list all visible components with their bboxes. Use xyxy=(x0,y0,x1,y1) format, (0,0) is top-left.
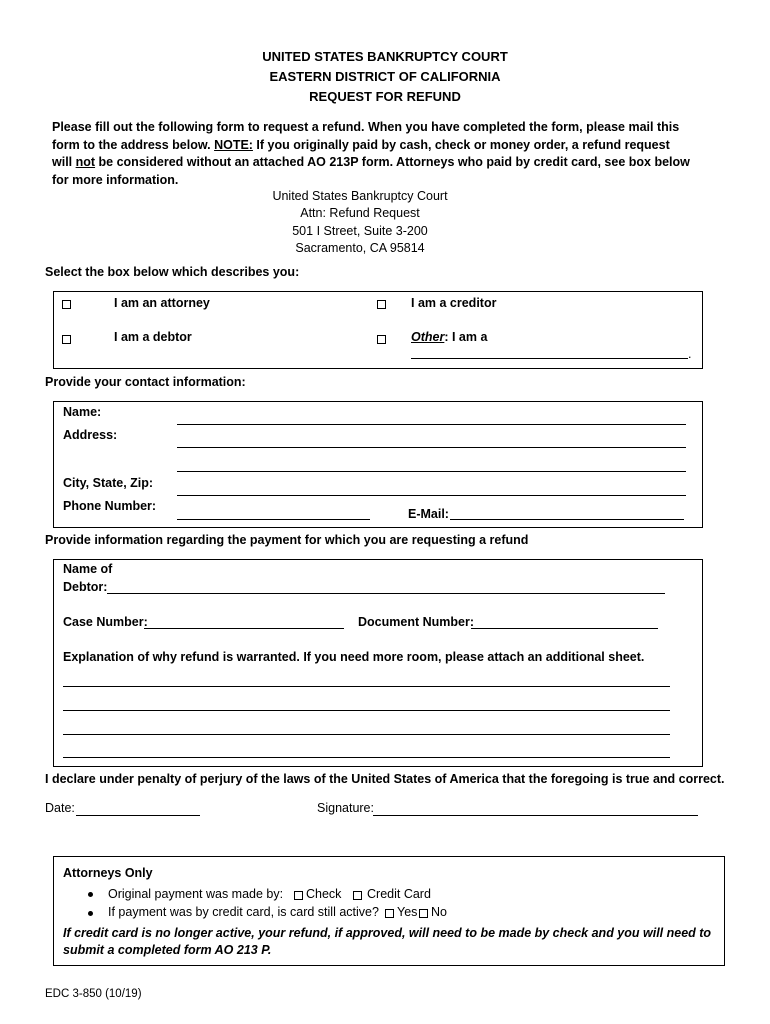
document-number-label: Document Number: xyxy=(358,615,474,629)
attorney-checkbox[interactable] xyxy=(62,300,71,309)
explanation-line-3[interactable] xyxy=(63,734,670,735)
card-active-question: If payment was by credit card, is card still active? xyxy=(108,905,379,919)
yes-checkbox[interactable] xyxy=(385,909,394,918)
signature-label: Signature: xyxy=(317,801,374,815)
phone-field[interactable] xyxy=(177,519,370,520)
credit-card-label: Credit Card xyxy=(367,887,431,901)
case-number-field[interactable] xyxy=(144,628,344,629)
credit-card-note: If credit card is no longer active, your refund, if approved, will need to be made by check and you will need to submit a completed form AO 213 P. xyxy=(63,926,712,957)
payment-heading: Provide information regarding the payment for which you are requesting a refund xyxy=(45,533,529,547)
explanation-label: Explanation of why refund is warranted. If you need more room, please attach an additional sheet. xyxy=(63,650,645,664)
date-label: Date: xyxy=(45,801,75,815)
other-period: . xyxy=(688,347,692,361)
creditor-label: I am a creditor xyxy=(411,296,497,310)
note-label: NOTE: xyxy=(214,137,253,152)
explanation-line-2[interactable] xyxy=(63,710,670,711)
credit-card-checkbox[interactable] xyxy=(353,891,362,900)
explanation-line-4[interactable] xyxy=(63,757,670,758)
address-line-2: Attn: Refund Request xyxy=(300,206,420,220)
no-checkbox[interactable] xyxy=(419,909,428,918)
attorneys-only-heading: Attorneys Only xyxy=(63,866,153,880)
address-field-2[interactable] xyxy=(177,471,686,472)
other-input-line[interactable] xyxy=(411,358,688,359)
debtor-name-label: Debtor: xyxy=(63,580,108,594)
email-label: E-Mail: xyxy=(408,507,449,521)
address-line-3: 501 I Street, Suite 3-200 xyxy=(292,224,428,238)
explanation-line-1[interactable] xyxy=(63,686,670,687)
other-label: Other: I am a xyxy=(411,330,488,344)
address-line-1: United States Bankruptcy Court xyxy=(272,189,448,203)
role-heading: Select the box below which describes you: xyxy=(45,265,300,279)
not-word: not xyxy=(75,155,96,169)
attorney-label: I am an attorney xyxy=(114,296,210,310)
form-title: REQUEST FOR REFUND xyxy=(309,89,461,104)
bullet-icon xyxy=(88,892,93,897)
city-label: City, State, Zip: xyxy=(63,476,154,490)
name-label: Name: xyxy=(63,405,102,419)
signature-field[interactable] xyxy=(373,815,698,816)
perjury-declaration: I declare under penalty of perjury of the laws of the United States of America that the foregoing is true and correct. xyxy=(45,772,725,786)
form-id: EDC 3-850 (10/19) xyxy=(45,988,142,1000)
other-checkbox[interactable] xyxy=(377,335,386,344)
phone-label: Phone Number: xyxy=(63,499,157,513)
address-label: Address: xyxy=(63,428,118,442)
debtor-name-field[interactable] xyxy=(107,593,665,594)
document-number-field[interactable] xyxy=(471,628,658,629)
case-number-label: Case Number: xyxy=(63,615,148,629)
no-label: No xyxy=(431,905,447,919)
address-field-1[interactable] xyxy=(177,447,686,448)
bullet-icon xyxy=(88,911,93,916)
date-field[interactable] xyxy=(76,815,200,816)
intro-paragraph: Please fill out the following form to request a refund. When you have completed the form, please mail this form to the address below. NOTE: If you originally paid by cash, check or money order, a refund request will not be considered without an attached AO 213P form. Attorneys who paid by credit card, see box below for more information. xyxy=(52,120,690,187)
check-label: Check xyxy=(306,887,342,901)
debtor-checkbox[interactable] xyxy=(62,335,71,344)
yes-label: Yes xyxy=(397,905,418,919)
address-line-4: Sacramento, CA 95814 xyxy=(295,241,425,255)
name-of-label: Name of xyxy=(63,562,113,576)
check-checkbox[interactable] xyxy=(294,891,303,900)
email-field[interactable] xyxy=(450,519,684,520)
contact-heading: Provide your contact information: xyxy=(45,375,246,389)
payment-method-label: Original payment was made by: xyxy=(108,887,284,901)
court-title: UNITED STATES BANKRUPTCY COURT xyxy=(262,49,508,64)
district-title: EASTERN DISTRICT OF CALIFORNIA xyxy=(269,69,501,84)
name-field[interactable] xyxy=(177,424,686,425)
creditor-checkbox[interactable] xyxy=(377,300,386,309)
city-field[interactable] xyxy=(177,495,686,496)
debtor-label: I am a debtor xyxy=(114,330,192,344)
